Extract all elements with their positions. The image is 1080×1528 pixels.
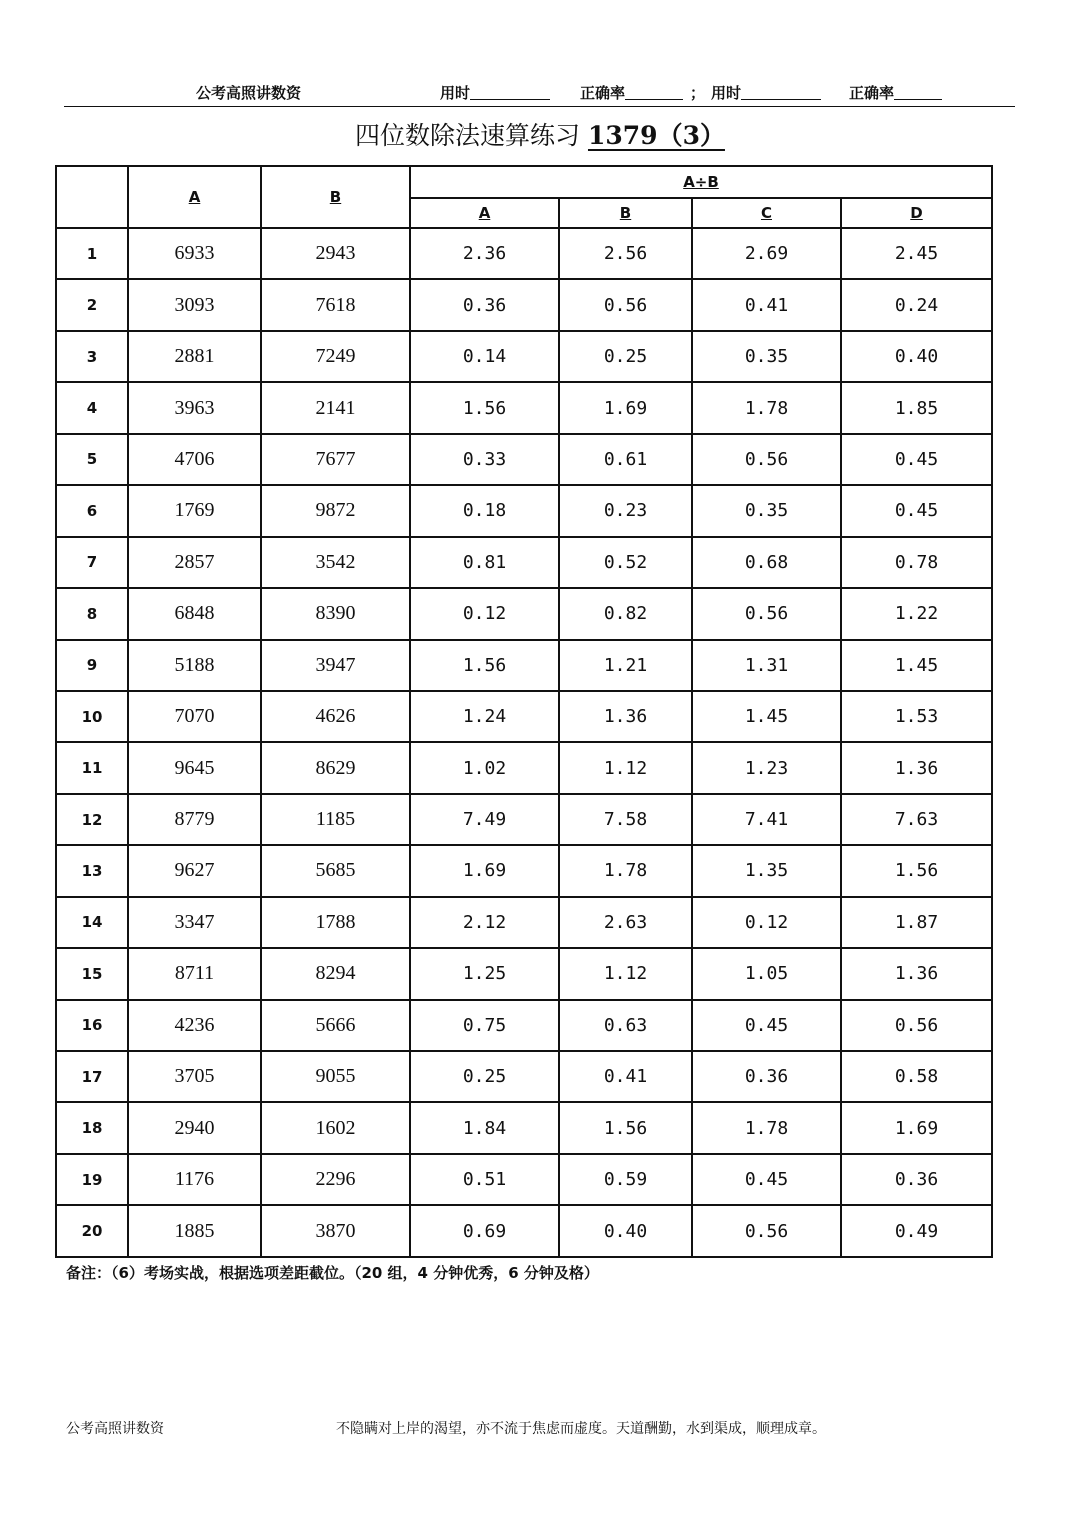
table-row: [56, 897, 992, 948]
option-b: 0.59: [559, 1154, 692, 1205]
option-d: 7.63: [841, 794, 992, 845]
header-option-c: C: [692, 198, 841, 228]
option-c: 0.35: [692, 331, 841, 382]
accuracy-field-1: [580, 82, 625, 103]
option-a: 1.84: [410, 1102, 559, 1153]
header-option-b: B: [559, 198, 692, 228]
option-c: 0.12: [692, 897, 841, 948]
table-row: [56, 382, 992, 433]
value-a: 7070: [128, 691, 261, 742]
option-c: 0.45: [692, 1154, 841, 1205]
value-a: 9645: [128, 742, 261, 793]
option-d: 0.49: [841, 1205, 992, 1256]
option-d: 1.69: [841, 1102, 992, 1153]
row-index: 16: [56, 1000, 128, 1051]
header-col-a: A: [128, 166, 261, 228]
value-b: 7618: [261, 279, 410, 330]
value-a: 1885: [128, 1205, 261, 1256]
row-index: 14: [56, 897, 128, 948]
row-index: 6: [56, 485, 128, 536]
option-b: 0.25: [559, 331, 692, 382]
option-b: 0.52: [559, 537, 692, 588]
value-a: 3093: [128, 279, 261, 330]
option-b: 0.23: [559, 485, 692, 536]
table-row: [56, 588, 992, 639]
value-a: 4236: [128, 1000, 261, 1051]
table-row: [56, 1154, 992, 1205]
option-d: 1.87: [841, 897, 992, 948]
option-d: 0.45: [841, 434, 992, 485]
time-label-2: 用时: [711, 84, 742, 102]
option-c: 0.56: [692, 588, 841, 639]
option-b: 1.12: [559, 948, 692, 999]
table-row: [56, 331, 992, 382]
time-field-2: [711, 82, 741, 103]
option-a: 0.75: [410, 1000, 559, 1051]
row-index: 12: [56, 794, 128, 845]
option-a: 0.51: [410, 1154, 559, 1205]
value-a: 3347: [128, 897, 261, 948]
option-a: 2.12: [410, 897, 559, 948]
option-b: 1.56: [559, 1102, 692, 1153]
option-d: 1.45: [841, 640, 992, 691]
option-d: 2.45: [841, 228, 992, 279]
table-row: [56, 948, 992, 999]
option-c: 1.35: [692, 845, 841, 896]
option-b: 0.63: [559, 1000, 692, 1051]
value-a: 8711: [128, 948, 261, 999]
time-blank-1[interactable]: [470, 84, 550, 100]
value-a: 6848: [128, 588, 261, 639]
value-b: 2141: [261, 382, 410, 433]
value-a: 2940: [128, 1102, 261, 1153]
table-row: [56, 1000, 992, 1051]
value-b: 5666: [261, 1000, 410, 1051]
value-b: 7249: [261, 331, 410, 382]
page-title: [0, 116, 1080, 152]
value-a: 6933: [128, 228, 261, 279]
option-d: 0.78: [841, 537, 992, 588]
option-c: 0.36: [692, 1051, 841, 1102]
value-b: 1185: [261, 794, 410, 845]
page-header: [0, 80, 1080, 104]
row-index: 18: [56, 1102, 128, 1153]
header-option-d: D: [841, 198, 992, 228]
accuracy-blank-2[interactable]: [894, 84, 942, 100]
option-d: 1.85: [841, 382, 992, 433]
option-c: 2.69: [692, 228, 841, 279]
option-a: 1.25: [410, 948, 559, 999]
value-a: 9627: [128, 845, 261, 896]
header-option-a: A: [410, 198, 559, 228]
value-a: 4706: [128, 434, 261, 485]
row-index: 19: [56, 1154, 128, 1205]
option-b: 0.40: [559, 1205, 692, 1256]
accuracy-field-2: [849, 82, 894, 103]
table-row: [56, 279, 992, 330]
value-b: 3870: [261, 1205, 410, 1256]
value-b: 2296: [261, 1154, 410, 1205]
table-row: [56, 1051, 992, 1102]
row-index: 13: [56, 845, 128, 896]
value-b: 7677: [261, 434, 410, 485]
value-b: 8629: [261, 742, 410, 793]
table-row: [56, 794, 992, 845]
table-row: [56, 434, 992, 485]
option-c: 1.78: [692, 382, 841, 433]
time-blank-2[interactable]: [741, 84, 821, 100]
option-a: 2.36: [410, 228, 559, 279]
value-b: 1788: [261, 897, 410, 948]
note-text: 备注：（6）考场实战，根据选项差距截位。（20 组，4 分钟优秀，6 分钟及格）: [66, 1264, 599, 1282]
footer-brand: 公考高照讲数资: [66, 1421, 164, 1437]
option-c: 0.45: [692, 1000, 841, 1051]
option-a: 1.56: [410, 640, 559, 691]
option-d: 1.56: [841, 845, 992, 896]
table-row: [56, 691, 992, 742]
value-b: 8390: [261, 588, 410, 639]
option-b: 0.56: [559, 279, 692, 330]
option-d: 0.40: [841, 331, 992, 382]
option-c: 1.23: [692, 742, 841, 793]
option-b: 2.56: [559, 228, 692, 279]
row-index: 8: [56, 588, 128, 639]
value-b: 2943: [261, 228, 410, 279]
option-c: 7.41: [692, 794, 841, 845]
value-a: 2857: [128, 537, 261, 588]
row-index: 17: [56, 1051, 128, 1102]
option-d: 1.36: [841, 948, 992, 999]
option-a: 0.12: [410, 588, 559, 639]
header-separator: ；: [690, 84, 706, 102]
option-a: 0.36: [410, 279, 559, 330]
option-b: 2.63: [559, 897, 692, 948]
value-b: 3947: [261, 640, 410, 691]
option-c: 0.56: [692, 1205, 841, 1256]
time-label-1: 用时: [440, 84, 471, 102]
table-row: [56, 1102, 992, 1153]
row-index: 4: [56, 382, 128, 433]
accuracy-blank-1[interactable]: [625, 84, 683, 100]
option-a: 0.25: [410, 1051, 559, 1102]
accuracy-label-1: 正确率: [580, 84, 626, 102]
option-a: 1.24: [410, 691, 559, 742]
title-number: 1379（3）: [587, 121, 725, 150]
accuracy-label-2: 正确率: [849, 84, 895, 102]
option-a: 0.69: [410, 1205, 559, 1256]
option-c: 1.31: [692, 640, 841, 691]
header-col-b: B: [261, 166, 410, 228]
footer-motto: 不隐瞒对上岸的渴望，亦不流于焦虑而虚度。天道酬勤，水到渠成，顺理成章。: [336, 1421, 826, 1437]
header-rule: [64, 106, 1015, 107]
option-c: 0.56: [692, 434, 841, 485]
table-row: [56, 845, 992, 896]
option-b: 1.21: [559, 640, 692, 691]
table-row: [56, 537, 992, 588]
table-row: [56, 640, 992, 691]
header-quotient: A÷B: [410, 166, 992, 198]
value-a: 1176: [128, 1154, 261, 1205]
option-a: 0.18: [410, 485, 559, 536]
row-index: 2: [56, 279, 128, 330]
option-b: 0.41: [559, 1051, 692, 1102]
option-a: 1.69: [410, 845, 559, 896]
value-b: 9055: [261, 1051, 410, 1102]
option-c: 1.78: [692, 1102, 841, 1153]
value-b: 1602: [261, 1102, 410, 1153]
option-d: 0.45: [841, 485, 992, 536]
value-a: 1769: [128, 485, 261, 536]
option-d: 1.22: [841, 588, 992, 639]
option-a: 0.81: [410, 537, 559, 588]
header-index-blank: [56, 166, 128, 228]
option-d: 1.36: [841, 742, 992, 793]
option-d: 0.36: [841, 1154, 992, 1205]
option-b: 1.12: [559, 742, 692, 793]
option-b: 1.78: [559, 845, 692, 896]
row-index: 1: [56, 228, 128, 279]
row-index: 10: [56, 691, 128, 742]
table-row: [56, 1205, 992, 1256]
value-a: 8779: [128, 794, 261, 845]
table-row: [56, 228, 992, 279]
option-d: 0.24: [841, 279, 992, 330]
value-b: 8294: [261, 948, 410, 999]
value-a: 5188: [128, 640, 261, 691]
value-b: 4626: [261, 691, 410, 742]
value-b: 3542: [261, 537, 410, 588]
option-a: 7.49: [410, 794, 559, 845]
table-row: [56, 485, 992, 536]
title-text: 四位数除法速算练习: [355, 121, 588, 150]
option-c: 1.05: [692, 948, 841, 999]
value-b: 9872: [261, 485, 410, 536]
row-index: 7: [56, 537, 128, 588]
option-b: 0.82: [559, 588, 692, 639]
option-b: 1.69: [559, 382, 692, 433]
row-index: 15: [56, 948, 128, 999]
row-index: 3: [56, 331, 128, 382]
time-field-1: [440, 82, 470, 103]
table-row: [56, 742, 992, 793]
header-brand: 公考高照讲数资: [196, 84, 302, 102]
option-a: 0.14: [410, 331, 559, 382]
option-c: 0.41: [692, 279, 841, 330]
practice-table: [55, 165, 993, 1258]
option-a: 0.33: [410, 434, 559, 485]
option-a: 1.02: [410, 742, 559, 793]
option-d: 0.58: [841, 1051, 992, 1102]
option-b: 7.58: [559, 794, 692, 845]
row-index: 11: [56, 742, 128, 793]
option-c: 0.68: [692, 537, 841, 588]
row-index: 9: [56, 640, 128, 691]
option-d: 0.56: [841, 1000, 992, 1051]
value-b: 5685: [261, 845, 410, 896]
option-c: 1.45: [692, 691, 841, 742]
option-b: 0.61: [559, 434, 692, 485]
row-index: 20: [56, 1205, 128, 1256]
option-a: 1.56: [410, 382, 559, 433]
value-a: 3705: [128, 1051, 261, 1102]
value-a: 2881: [128, 331, 261, 382]
value-a: 3963: [128, 382, 261, 433]
option-c: 0.35: [692, 485, 841, 536]
option-d: 1.53: [841, 691, 992, 742]
option-b: 1.36: [559, 691, 692, 742]
row-index: 5: [56, 434, 128, 485]
